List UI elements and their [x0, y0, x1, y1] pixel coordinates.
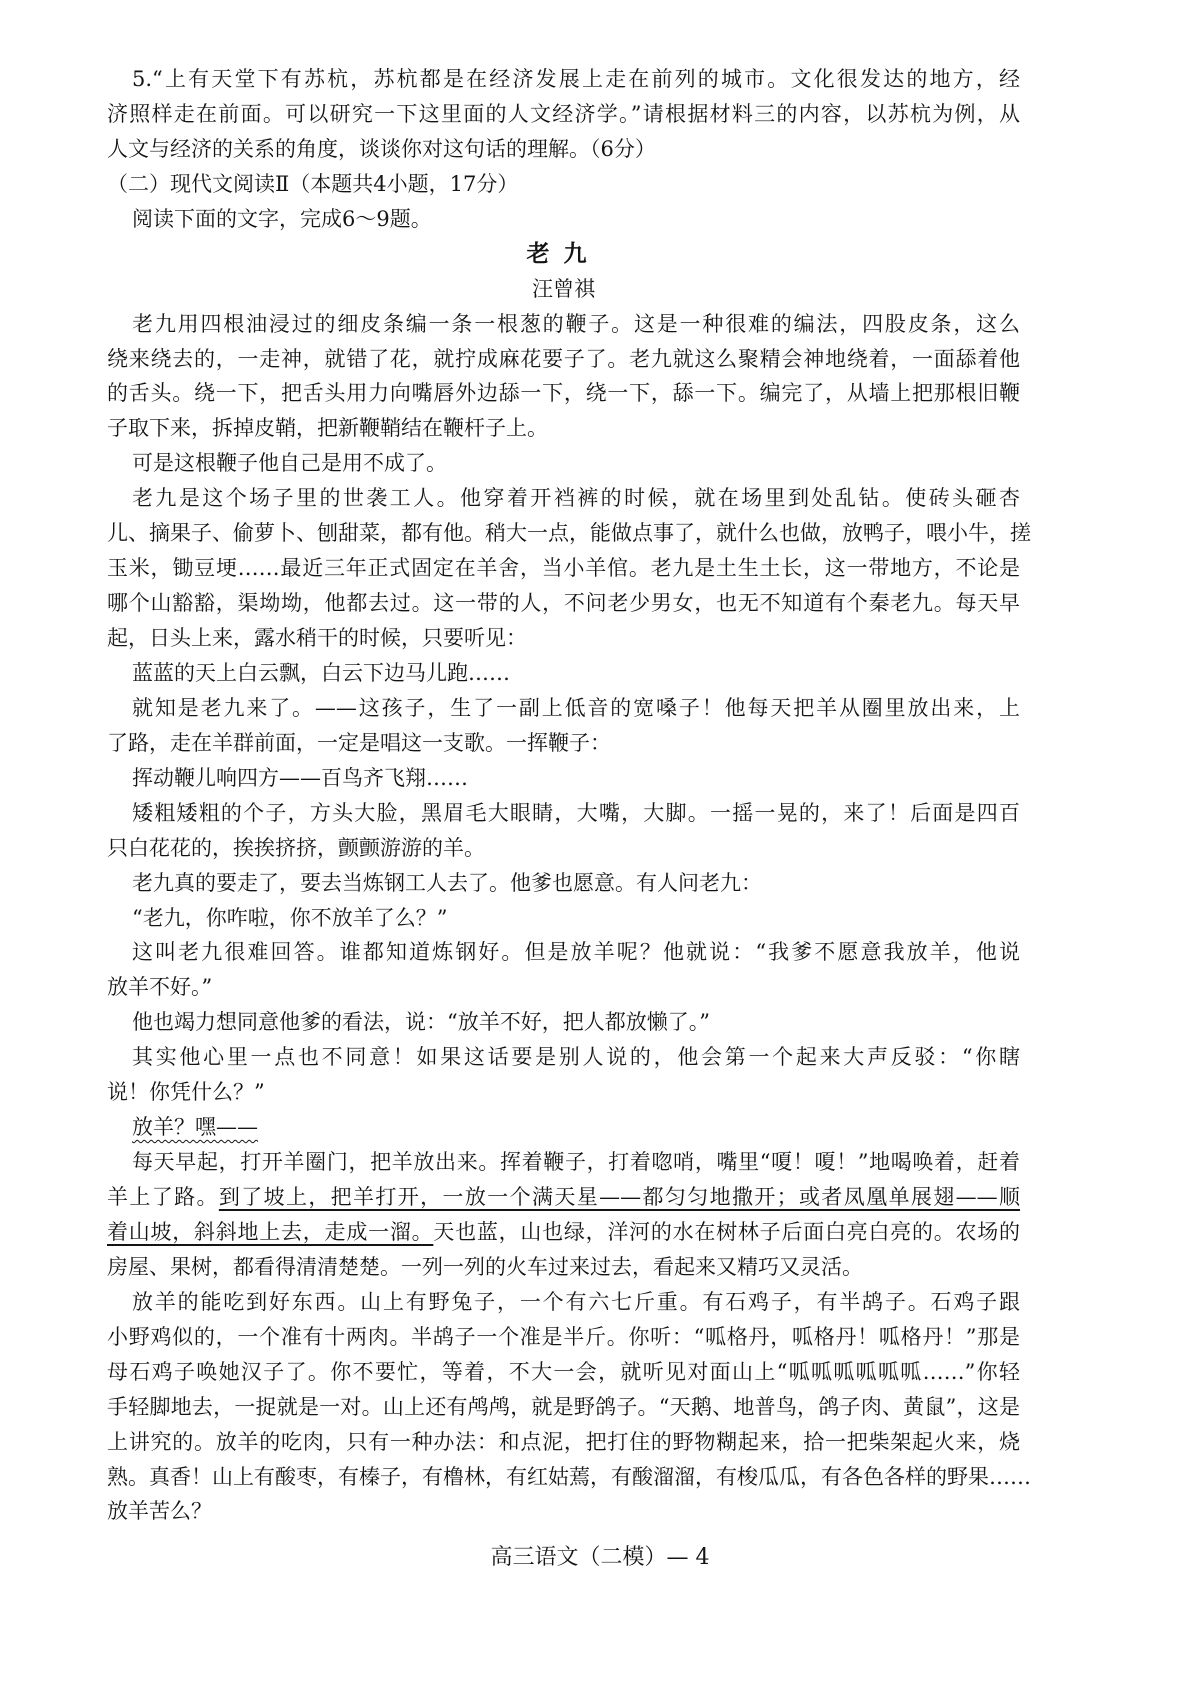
- line-text: 手轻脚地去，一捉就是一对。山上还有鸬鸬，就是野鸽子。“天鹅、地普鸟，鸽子肉、黄鼠”，这是: [107, 1394, 1020, 1419]
- text-line: [107, 1075, 1020, 1110]
- text-line: [107, 656, 1020, 691]
- line-text: 其实他心里一点也不同意！如果这话要是别人说的，他会第一个起来大声反驳：“你瞎: [132, 1045, 1020, 1070]
- page-footer: 高三语文（二模）— 4: [490, 1545, 710, 1570]
- text-line: [107, 62, 1020, 97]
- text-line: [107, 1040, 1020, 1075]
- line-text: 这叫老九很难回答。谁都知道炼钢好。但是放羊呢？他就说：“我爹不愿意我放羊，他说: [132, 940, 1020, 965]
- text-line: [107, 970, 1020, 1005]
- text-line: [107, 132, 1020, 167]
- text-line: [107, 761, 1020, 796]
- text-line: [107, 551, 1020, 586]
- underlined-text: 到了坡上，把羊打开，一放一个满天星——都匀匀地撒开；或者凤凰单展翅——顺: [218, 1185, 1020, 1209]
- text-line: [107, 726, 1020, 761]
- text-line: [107, 1285, 1020, 1320]
- line-text: 说！你凭什么？”: [107, 1080, 265, 1105]
- text-line: [107, 516, 1031, 551]
- text-line: [107, 342, 1020, 377]
- line-text: 子取下来，拆掉皮鞘，把新鞭鞘结在鞭杆子上。: [107, 416, 548, 441]
- article-title: [107, 237, 1020, 272]
- line-text: 羊上了路。: [107, 1185, 219, 1209]
- document-body: [107, 62, 1031, 1529]
- line-text: 蓝蓝的天上白云飘，白云下边马儿跑……: [132, 660, 510, 685]
- line-text: 矮粗矮粗的个子，方头大脸，黑眉毛大眼睛，大嘴，大脚。一摇一晃的，来了！后面是四百: [132, 800, 1020, 825]
- line-text: 放羊不好。”: [107, 975, 213, 1000]
- line-text: 老九: [526, 239, 601, 267]
- line-text: 放羊的能吃到好东西。山上有野兔子，一个有六七斤重。有石鸡子，有半鸪子。石鸡子跟: [132, 1289, 1020, 1314]
- text-line: [107, 1215, 1020, 1250]
- text-line: [107, 97, 1020, 132]
- line-text: 放羊苦么？: [107, 1499, 212, 1524]
- text-line: [107, 411, 1020, 446]
- line-text: 老九真的要走了，要去当炼钢工人去了。他爹也愿意。有人问老九：: [132, 870, 762, 895]
- line-text: 房屋、果树，都看得清清楚楚。一列一列的火车过来过去，看起来又精巧又灵活。: [107, 1254, 863, 1279]
- text-line: [107, 1425, 1020, 1460]
- text-line: [107, 1180, 1020, 1215]
- line-text: 只白花花的，挨挨挤挤，颤颤游游的羊。: [107, 835, 485, 860]
- line-text: 老九用四根油浸过的细皮条编一条一根葱的鞭子。这是一种很难的编法，四股皮条，这么: [132, 311, 1020, 336]
- line-text: 绕来绕去的，一走神，就错了花，就拧成麻花要子了。老九就这么聚精会神地绕着，一面舔着他: [107, 346, 1020, 371]
- article-author: [107, 272, 1020, 307]
- text-line: [107, 1355, 1020, 1390]
- text-line: [107, 376, 1020, 411]
- text-line: [107, 691, 1020, 726]
- text-line: [107, 586, 1020, 621]
- text-line: [107, 1005, 1020, 1040]
- line-text: 济照样走在前面。可以研究一下这里面的人文经济学。”请根据材料三的内容，以苏杭为例，从: [107, 101, 1020, 126]
- line-text: 每天早起，打开羊圈门，把羊放出来。挥着鞭子，打着唿哨，嘴里“嗄！嗄！”地喝唤着，赶着: [132, 1150, 1020, 1175]
- line-text: 老九是这个场子里的世袭工人。他穿着开裆裤的时候，就在场里到处乱钻。使砖头砸杏: [132, 486, 1020, 511]
- line-text: 人文与经济的关系的角度，谈谈你对这句话的理解。（6分）: [107, 136, 656, 161]
- text-line: [107, 831, 1020, 866]
- line-text: 哪个山豁豁，渠坳坳，他都去过。这一带的人，不问老少男女，也无不知道有个秦老九。每天早: [107, 591, 1020, 616]
- line-text: 母石鸡子唤她汉子了。你不要忙，等着，不大一会，就听见对面山上“呱呱呱呱呱呱……”你轻: [107, 1359, 1020, 1384]
- text-line: [107, 901, 1020, 936]
- text-line: [107, 1110, 1020, 1145]
- text-line: [107, 1145, 1020, 1180]
- line-text: 可是这根鞭子他自己是用不成了。: [132, 451, 447, 476]
- line-text: 汪曾祺: [532, 276, 595, 301]
- line-text: 天也蓝，山也绿，洋河的水在树林子后面白亮白亮的。农场的: [433, 1219, 1020, 1244]
- text-line: [107, 1460, 1031, 1495]
- line-text: 阅读下面的文字，完成6～9题。: [132, 206, 432, 231]
- text-line: [107, 481, 1020, 516]
- text-line: [107, 621, 1020, 656]
- text-line: [107, 1390, 1020, 1425]
- line-text: 他也竭力想同意他爹的看法，说：“放羊不好，把人都放懒了。”: [132, 1010, 710, 1035]
- wavy-underlined-text: 放羊？嘿——: [132, 1115, 258, 1140]
- line-text: 小野鸡似的，一个准有十两肉。半鸪子一个准是半斤。你听：“呱格丹，呱格丹！呱格丹！”那是: [107, 1324, 1020, 1349]
- text-line: [107, 935, 1020, 970]
- line-text: 玉米，锄豆埂……最近三年正式固定在羊舍，当小羊倌。老九是土生土长，这一带地方，不论是: [107, 556, 1020, 581]
- underlined-text: 着山坡，斜斜地上去，走成一溜。: [107, 1219, 434, 1244]
- line-text: （二）现代文阅读Ⅱ（本题共4小题，17分）: [107, 171, 519, 196]
- line-text: 起，日头上来，露水稍干的时候，只要听见：: [107, 626, 527, 650]
- line-text: 了路，走在羊群前面，一定是唱这一支歌。一挥鞭子：: [107, 730, 611, 755]
- line-text: 挥动鞭儿响四方——百鸟齐飞翔……: [132, 765, 468, 790]
- line-text: 就知是老九来了。——这孩子，生了一副上低音的宽嗓子！他每天把羊从圈里放出来，上: [132, 695, 1020, 720]
- line-text: 上讲究的。放羊的吃肉，只有一种办法：和点泥，把打住的野物糊起来，拾一把柴架起火来，烧: [107, 1429, 1020, 1454]
- text-line: [107, 202, 1020, 237]
- text-line: [107, 307, 1020, 342]
- line-text: “老九，你咋啦，你不放羊了么？”: [132, 905, 448, 930]
- text-line: [107, 1494, 1020, 1529]
- text-line: [107, 446, 1020, 481]
- line-text: 的舌头。绕一下，把舌头用力向嘴唇外边舔一下，绕一下，舔一下。编完了，从墙上把那根旧鞭: [107, 381, 1020, 406]
- line-text: 儿、摘果子、偷萝卜、刨甜菜，都有他。稍大一点，能做点事了，就什么也做，放鸭子，喂小牛，搓: [107, 521, 1031, 546]
- text-line: [107, 796, 1020, 831]
- text-line: [107, 1250, 1020, 1285]
- text-line: [107, 866, 1020, 901]
- text-line: [107, 167, 1020, 202]
- line-text: 熟。真香！山上有酸枣，有榛子，有橹林，有红姑蔫，有酸溜溜，有梭瓜瓜，有各色各样的野果……: [107, 1464, 1031, 1489]
- text-line: [107, 1320, 1020, 1355]
- line-text: 5.“上有天堂下有苏杭，苏杭都是在经济发展上走在前列的城市。文化很发达的地方，经: [132, 67, 1020, 91]
